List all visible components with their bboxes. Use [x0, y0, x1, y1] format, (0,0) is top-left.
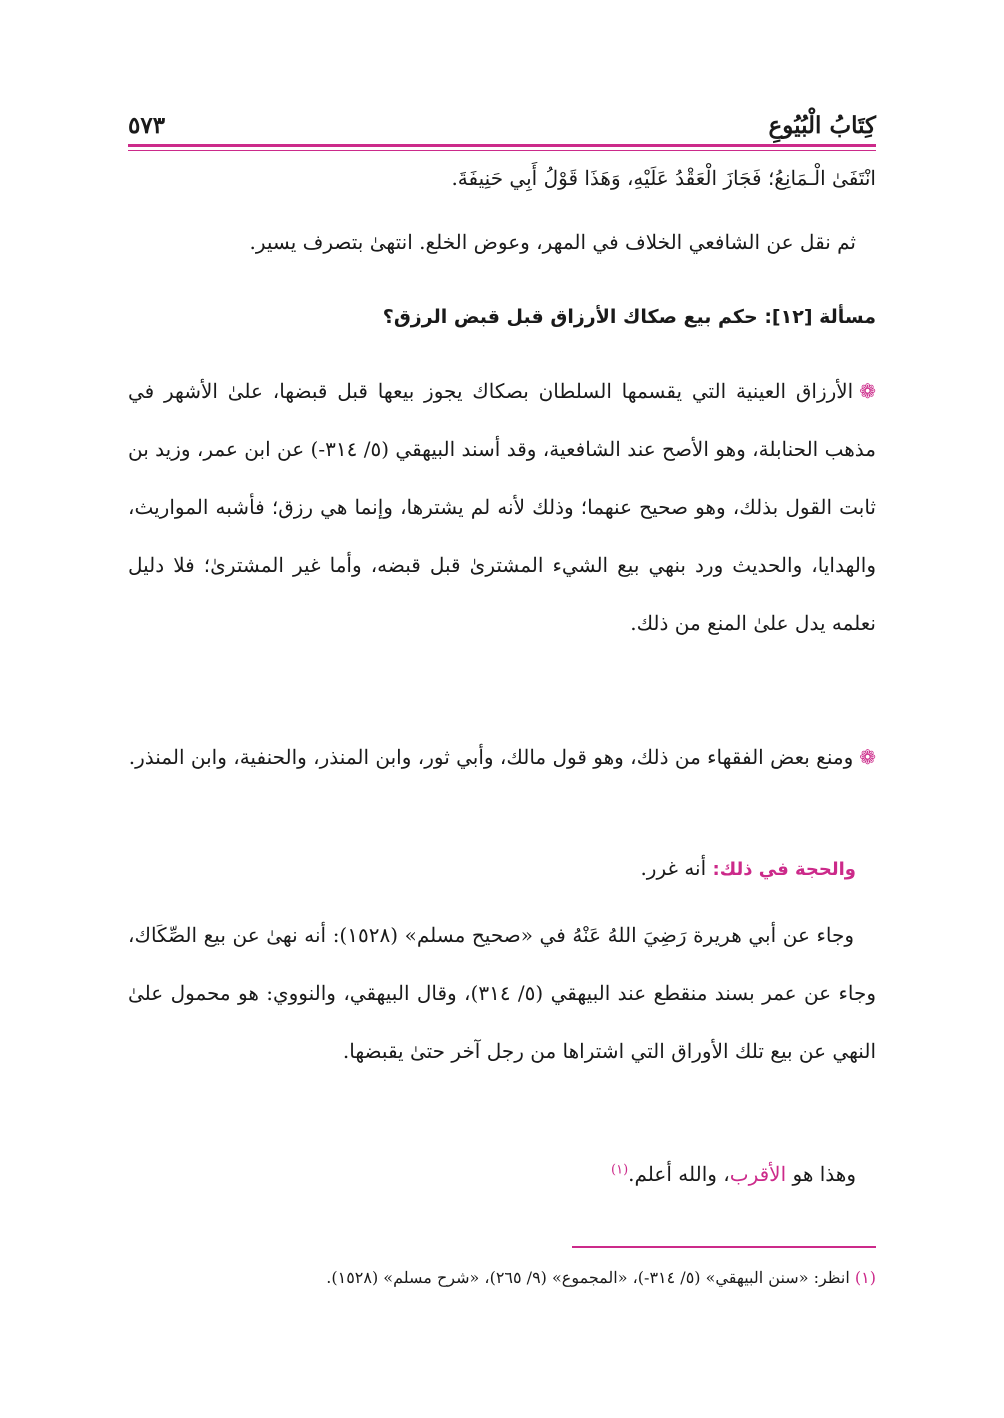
- quote-line: انْتَفَىٰ الْـمَانِعُ؛ فَجَازَ الْعَقْدُ عَلَيْهِ، وَهَذَا قَوْلُ أَبِي حَنِيفَةَ.: [451, 166, 876, 190]
- paragraph-1-text: الأرزاق العينية التي يقسمها السلطان بصكاك يجوز بيعها قبل قبضها، علىٰ الأشهر في مذهب الحنابلة، وهو الأصح عند الشافعية، وقد أسند البيهقي (٥/ ٣١٤-) عن ابن عمر، وزيد بن ثابت القول بذلك، وهو صحيح عنهما؛ وذلك لأنه لم يشترها، وإنما هي رزق؛ فأشبه المواريث، والهدايا، والحديث ورد بنهي بيع الشيء المشترىٰ قبل قبضه، وأما غير المشترىٰ؛ فلا دليل نعلمه يدل علىٰ المنع من ذلك.: [128, 379, 876, 635]
- footnote-separator: [572, 1246, 876, 1248]
- footnote: [128, 1268, 876, 1287]
- question-heading: [128, 306, 876, 328]
- chapter-title: كِتَابُ الْبُيُوعِ: [768, 112, 876, 139]
- flower-icon: ❁: [859, 379, 876, 403]
- page-number: ٥٧٣: [128, 112, 166, 139]
- proof-text: أنه غرر.: [640, 856, 707, 880]
- paragraph-prohibition: [128, 728, 876, 786]
- header-rule-thin: [128, 150, 876, 151]
- conclusion-highlight: الأقرب: [729, 1162, 787, 1186]
- paragraph-permissibility: [128, 362, 876, 652]
- header-rule-thick: [128, 144, 876, 147]
- book-page: [128, 0, 876, 1418]
- question-text: حكم بيع صكاك الأرزاق قبل قبض الرزق؟: [382, 306, 758, 328]
- paragraph-hadith: [128, 906, 876, 1080]
- flower-icon: ❁: [859, 745, 876, 769]
- proof-label: والحجة في ذلك:: [712, 859, 856, 880]
- transfer-line: ثم نقل عن الشافعي الخلاف في المهر، وعوض الخلع. انتهىٰ بتصرف يسير.: [249, 230, 856, 254]
- proof-line: [128, 856, 856, 880]
- running-header: [128, 112, 876, 146]
- paragraph-2-text: ومنع بعض الفقهاء من ذلك، وهو قول مالك، وأبي ثور، وابن المنذر، والحنفية، وابن المنذر.: [128, 745, 854, 769]
- footnote-ref[interactable]: (١): [611, 1162, 629, 1178]
- footnote-text: انظر: «سنن البيهقي» (٥/ ٣١٤-)، «المجموع» (٩/ ٢٦٥)، «شرح مسلم» (١٥٢٨).: [326, 1268, 850, 1287]
- footnote-number: (١): [854, 1268, 876, 1287]
- conclusion-suffix: ، والله أعلم.: [628, 1162, 730, 1186]
- conclusion-line: [128, 1162, 856, 1186]
- question-label: مسألة [١٢]:: [764, 306, 876, 328]
- paragraph-3-text: وجاء عن أبي هريرة رَضِيَ اللهُ عَنْهُ في «صحيح مسلم» (١٥٢٨): أنه نهىٰ عن بيع الصِّكَاك، وجاء عن عمر بسند منقطع عند البيهقي (٥/ ٣١٤)، وقال البيهقي، والنووي: هو محمول علىٰ النهي عن بيع تلك الأوراق التي اشتراها من رجل آخر حتىٰ يقبضها.: [128, 923, 876, 1063]
- conclusion-prefix: وهذا هو: [792, 1162, 856, 1186]
